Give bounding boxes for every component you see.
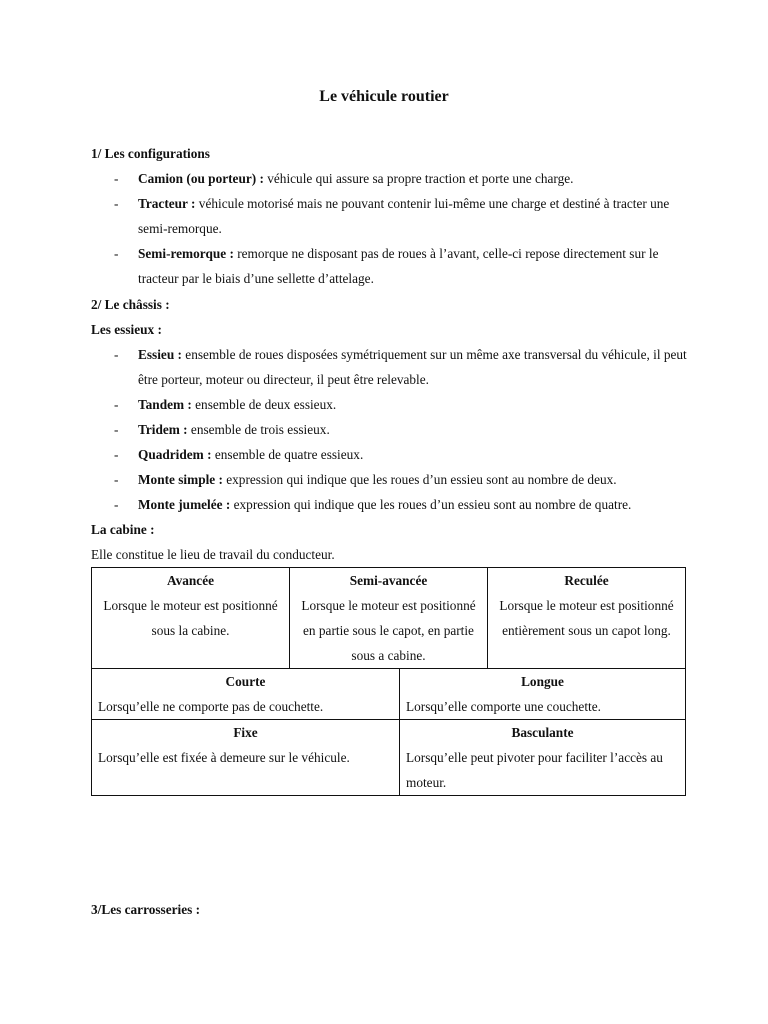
term: Tandem : xyxy=(138,397,192,412)
term: Tracteur : xyxy=(138,196,196,211)
subsection-heading: Les essieux : xyxy=(91,322,162,337)
section-configurations xyxy=(91,141,691,291)
configurations-list xyxy=(91,166,691,291)
section-carrosseries xyxy=(91,897,691,922)
page-title: Le véhicule routier xyxy=(319,88,449,105)
table-cell xyxy=(92,669,400,720)
cell-text: Lorsqu’elle ne comporte pas de couchette. xyxy=(98,699,324,714)
list-item xyxy=(91,241,691,291)
definition: véhicule motorisé mais ne pouvant contenir lui-même une charge et destiné à tracter une semi-remorque. xyxy=(138,196,670,236)
cell-header: Avancée xyxy=(166,573,214,588)
definition: ensemble de deux essieux. xyxy=(191,397,337,412)
cabine-table xyxy=(91,567,686,796)
cell-text: Lorsqu’elle comporte une couchette. xyxy=(406,699,601,714)
list-item xyxy=(91,442,691,467)
table-cell xyxy=(400,720,686,796)
term: Semi-remorque : xyxy=(138,246,234,261)
definition: remorque ne disposant pas de roues à l’avant, celle-ci repose directement sur le tracteur par le biais d’une sellette d’attelage. xyxy=(138,246,659,286)
cabine-intro: Elle constitue le lieu de travail du conducteur. xyxy=(91,547,335,562)
dash-marker: - xyxy=(114,171,119,186)
dash-marker: - xyxy=(114,397,119,412)
essieux-list xyxy=(91,342,691,517)
subsection-heading: La cabine : xyxy=(91,522,155,537)
section-chassis xyxy=(91,292,691,796)
list-item xyxy=(91,417,691,442)
list-item xyxy=(91,492,691,517)
term: Essieu : xyxy=(138,347,182,362)
list-item xyxy=(91,191,691,241)
section-heading: 3/Les carrosseries : xyxy=(91,902,201,917)
cell-text: Lorsqu’elle peut pivoter pour faciliter l’accès au moteur. xyxy=(406,750,663,790)
cell-header: Semi-avancée xyxy=(349,573,428,588)
list-item xyxy=(91,342,691,392)
cell-header: Basculante xyxy=(511,725,574,740)
section-heading: 2/ Le châssis : xyxy=(91,297,170,312)
cell-header: Fixe xyxy=(233,725,258,740)
table-cell xyxy=(488,568,686,669)
section-heading: 1/ Les configurations xyxy=(91,146,210,161)
cell-header: Longue xyxy=(521,674,564,689)
table-row xyxy=(92,568,686,669)
list-item xyxy=(91,392,691,417)
cell-text: Lorsque le moteur est positionné en partie sous le capot, en partie sous a cabine. xyxy=(301,598,476,663)
term: Camion (ou porteur) : xyxy=(138,171,264,186)
cell-text: Lorsqu’elle est fixée à demeure sur le véhicule. xyxy=(98,750,350,765)
term: Monte simple : xyxy=(138,472,223,487)
term: Monte jumelée : xyxy=(138,497,231,512)
dash-marker: - xyxy=(114,472,119,487)
list-item xyxy=(91,166,691,191)
definition: ensemble de quatre essieux. xyxy=(211,447,364,462)
dash-marker: - xyxy=(114,422,119,437)
cell-header: Courte xyxy=(225,674,266,689)
dash-marker: - xyxy=(114,246,119,261)
cell-text: Lorsque le moteur est positionné sous la cabine. xyxy=(103,598,278,638)
cell-header: Reculée xyxy=(564,573,609,588)
definition: ensemble de trois essieux. xyxy=(187,422,330,437)
term: Tridem : xyxy=(138,422,188,437)
table-cell xyxy=(290,568,488,669)
dash-marker: - xyxy=(114,196,119,211)
dash-marker: - xyxy=(114,497,119,512)
table-row xyxy=(92,669,686,720)
table-row xyxy=(92,720,686,796)
table-cell xyxy=(400,669,686,720)
definition: ensemble de roues disposées symétriquement sur un même axe transversal du véhicule, il peut être porteur, moteur ou directeur, il peut être relevable. xyxy=(138,347,687,387)
term: Quadridem : xyxy=(138,447,212,462)
cell-text: Lorsque le moteur est positionné entièrement sous un capot long. xyxy=(499,598,674,638)
table-cell xyxy=(92,720,400,796)
definition: expression qui indique que les roues d’un essieu sont au nombre de quatre. xyxy=(230,497,632,512)
list-item xyxy=(91,467,691,492)
definition: expression qui indique que les roues d’un essieu sont au nombre de deux. xyxy=(222,472,617,487)
definition: véhicule qui assure sa propre traction et porte une charge. xyxy=(263,171,574,186)
dash-marker: - xyxy=(114,347,119,362)
dash-marker: - xyxy=(114,447,119,462)
table-cell xyxy=(92,568,290,669)
